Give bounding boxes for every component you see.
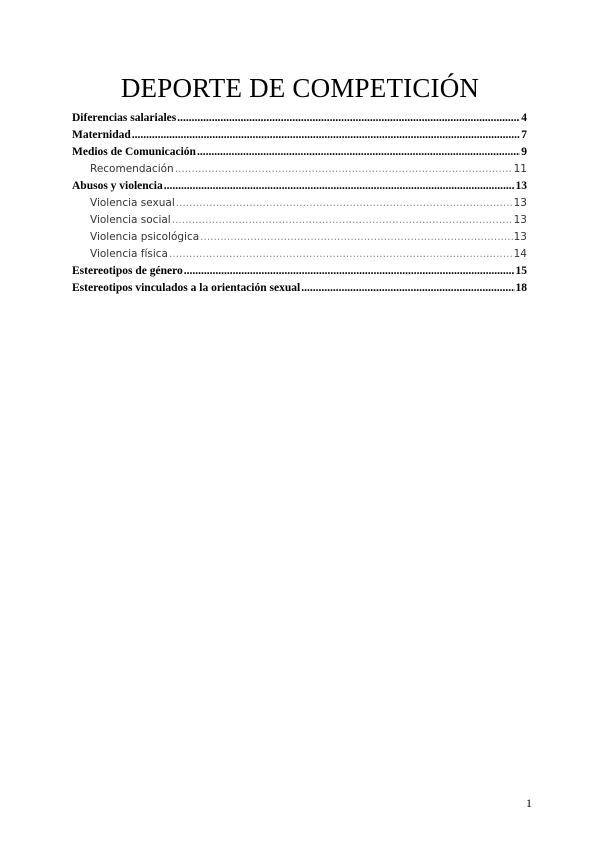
- toc-entry-violencia-sexual[interactable]: [72, 195, 527, 212]
- toc-entry-page: 13: [513, 231, 527, 243]
- table-of-contents: [72, 110, 527, 297]
- toc-entry-page: 13: [513, 197, 527, 209]
- toc-entry-medios-de-comunicacion[interactable]: [72, 144, 527, 161]
- toc-entry-estereotipos-orientacion-sexual[interactable]: [72, 280, 527, 297]
- toc-entry-recomendacion[interactable]: [72, 161, 527, 178]
- toc-dot-leader: [177, 110, 520, 127]
- toc-dot-leader: [301, 280, 514, 297]
- toc-entry-label: Medios de Comunicación: [72, 146, 196, 158]
- toc-dot-leader: [172, 212, 513, 229]
- toc-entry-label: Recomendación: [90, 163, 174, 175]
- toc-entry-page: 7: [521, 129, 527, 141]
- toc-entry-label: Violencia social: [90, 214, 171, 226]
- toc-dot-leader: [175, 161, 513, 178]
- toc-entry-label: Estereotipos vinculados a la orientación sexual: [72, 282, 301, 294]
- toc-entry-violencia-psicologica[interactable]: [72, 229, 527, 246]
- toc-entry-violencia-fisica[interactable]: [72, 246, 527, 263]
- toc-entry-page: 13: [515, 180, 527, 192]
- toc-entry-label: Diferencias salariales: [72, 112, 177, 124]
- toc-dot-leader: [164, 178, 515, 195]
- toc-entry-abusos-y-violencia[interactable]: [72, 178, 527, 195]
- toc-entry-page: 13: [513, 214, 527, 226]
- toc-entry-page: 9: [521, 146, 527, 158]
- toc-dot-leader: [169, 246, 513, 263]
- toc-entry-page: 11: [513, 163, 527, 175]
- toc-entry-estereotipos-de-genero[interactable]: [72, 263, 527, 280]
- toc-entry-violencia-social[interactable]: [72, 212, 527, 229]
- toc-entry-label: Estereotipos de género: [72, 265, 183, 277]
- toc-entry-label: Violencia sexual: [90, 197, 175, 209]
- toc-entry-label: Abusos y violencia: [72, 180, 163, 192]
- toc-entry-label: Maternidad: [72, 129, 131, 141]
- toc-entry-page: 18: [515, 282, 527, 294]
- toc-dot-leader: [176, 195, 513, 212]
- toc-entry-page: 15: [515, 265, 527, 277]
- toc-dot-leader: [197, 144, 520, 161]
- toc-entry-maternidad[interactable]: [72, 127, 527, 144]
- toc-entry-label: Violencia psicológica: [90, 231, 200, 243]
- toc-entry-label: Violencia física: [90, 248, 168, 260]
- toc-dot-leader: [200, 229, 512, 246]
- toc-dot-leader: [184, 263, 515, 280]
- document-title: DEPORTE DE COMPETICIÓN: [120, 73, 480, 103]
- page-number: 1: [526, 796, 532, 810]
- toc-entry-page: 14: [513, 248, 527, 260]
- toc-entry-page: 4: [521, 112, 527, 124]
- toc-dot-leader: [132, 127, 520, 144]
- toc-entry-diferencias-salariales[interactable]: [72, 110, 527, 127]
